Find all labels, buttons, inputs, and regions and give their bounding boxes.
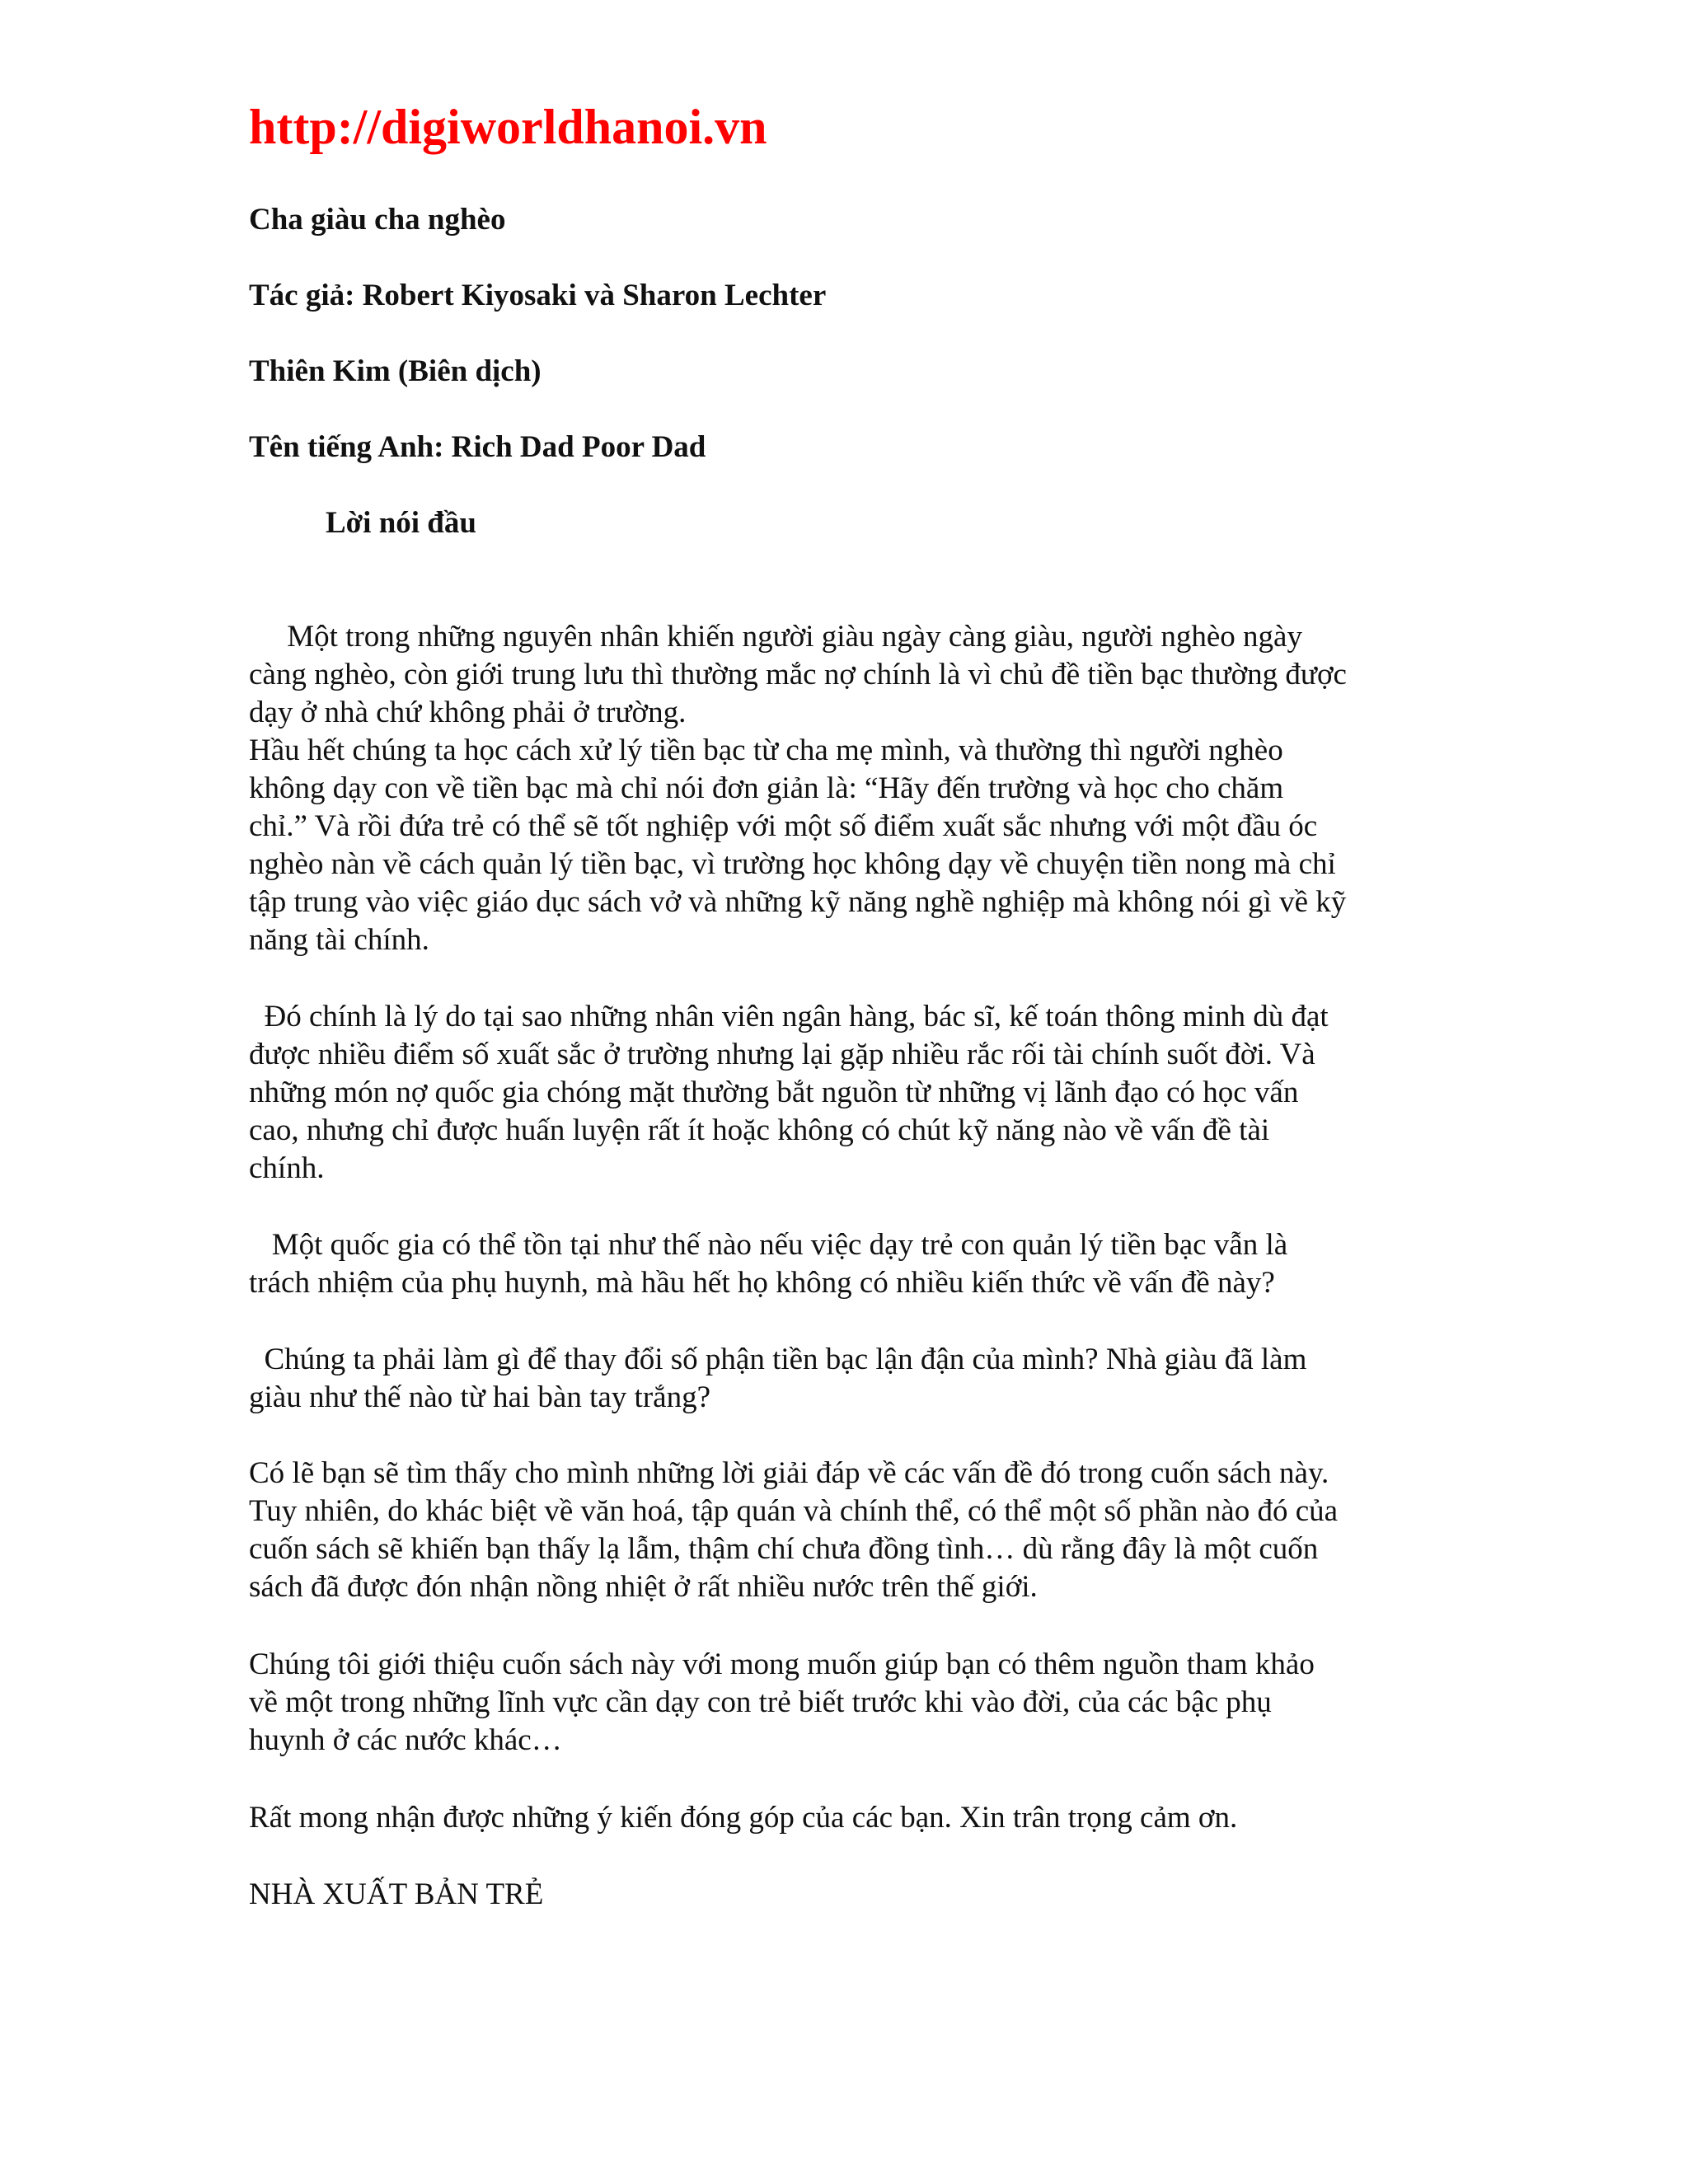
book-english-title: Tên tiếng Anh: Rich Dad Poor Dad xyxy=(249,430,706,464)
paragraph-2: Đó chính là lý do tại sao những nhân viên ngân hàng, bác sĩ, kế toán thông minh dù đạt được nhiều điểm số xuất sắc ở trường nhưng lại gặp nhiều rắc rối tài chính suốt đời. Và những món nợ quốc gia chóng mặt thường bắt nguồn từ những vị lãnh đạo có học vấn cao, nhưng chỉ được huấn luyện rất ít hoặc không có chút kỹ năng nào về vấn đề tài chính. xyxy=(249,1000,1329,1185)
paragraph-1: Một trong những nguyên nhân khiến người giàu ngày càng giàu, người nghèo ngày càng nghèo, còn giới trung lưu thì thường mắc nợ chính là vì chủ đề tiền bạc thường được dạy ở nhà chứ không phải ở trường. Hầu hết chúng ta học cách xử lý tiền bạc từ cha mẹ mình, và thường thì người nghèo không dạy con về tiền bạc mà chỉ nói đơn giản là: “Hãy đến trường và học cho chăm chỉ.” Và rồi đứa trẻ có thể sẽ tốt nghiệp với một số điểm xuất sắc nhưng với một đầu óc nghèo nàn về cách quản lý tiền bạc, vì trường học không dạy về chuyện tiền nong mà chỉ tập trung vào việc giáo dục sách vở và những kỹ năng nghề nghiệp mà không nói gì về kỹ năng tài chính. xyxy=(249,620,1347,957)
paragraph-7: Rất mong nhận được những ý kiến đóng góp của các bạn. Xin trân trọng cảm ơn. xyxy=(249,1801,1238,1835)
paragraph-6: Chúng tôi giới thiệu cuốn sách này với mong muốn giúp bạn có thêm nguồn tham khảo về một trong những lĩnh vực cần dạy con trẻ biết trước khi vào đời, của các bậc phụ huynh ở các nước khác… xyxy=(249,1647,1315,1757)
book-translator: Thiên Kim (Biên dịch) xyxy=(249,354,542,388)
book-author: Tác giả: Robert Kiyosaki và Sharon Lechter xyxy=(249,279,827,312)
book-title: Cha giàu cha nghèo xyxy=(249,203,506,237)
publisher-name: NHÀ XUẤT BẢN TRẺ xyxy=(249,1877,544,1911)
website-url-link[interactable]: http://digiworldhanoi.vn xyxy=(249,100,767,154)
paragraph-3: Một quốc gia có thể tồn tại như thế nào nếu việc dạy trẻ con quản lý tiền bạc vẫn là trách nhiệm của phụ huynh, mà hầu hết họ không có nhiều kiến thức về vấn đề này? xyxy=(249,1228,1288,1300)
paragraph-4: Chúng ta phải làm gì để thay đổi số phận tiền bạc lận đận của mình? Nhà giàu đã làm giàu như thế nào từ hai bàn tay trắng? xyxy=(249,1343,1307,1414)
section-title: Lời nói đầu xyxy=(326,506,476,540)
paragraph-5: Có lẽ bạn sẽ tìm thấy cho mình những lời giải đáp về các vấn đề đó trong cuốn sách này. Tuy nhiên, do khác biệt về văn hoá, tập quán và chính thể, có thể một số phần nào đó của cuốn sách sẽ khiến bạn thấy lạ lẫm, thậm chí chưa đồng tình… dù rằng đây là một cuốn sách đã được đón nhận nồng nhiệt ở rất nhiều nước trên thế giới. xyxy=(249,1456,1339,1604)
